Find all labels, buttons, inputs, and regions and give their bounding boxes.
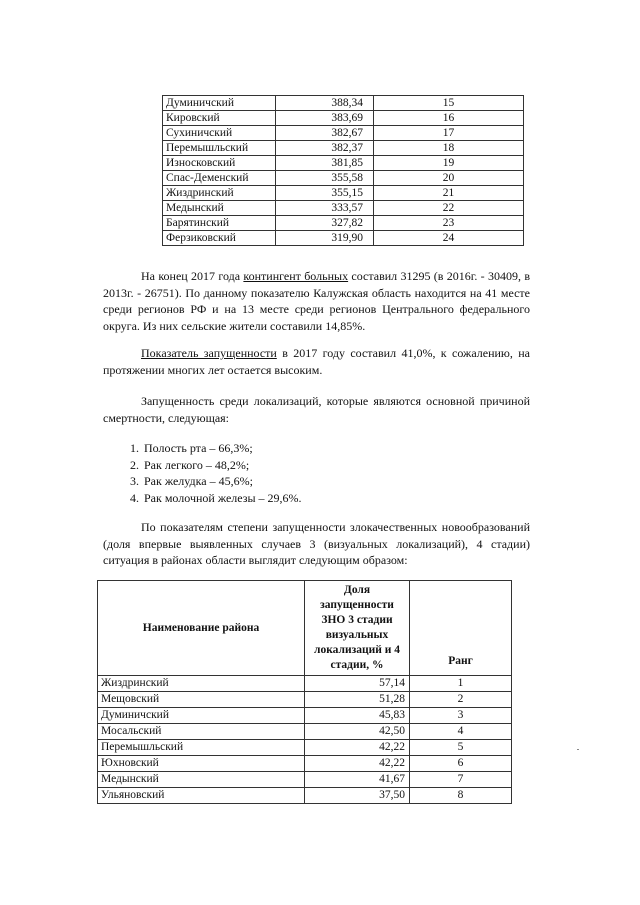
table-row [163, 141, 524, 156]
district-cell: Перемышльский [98, 740, 305, 756]
list-item: 3. Рак желудка – 45,6%; [142, 473, 302, 490]
value-cell: 51,28 [305, 692, 410, 708]
rank-cell: 23 [374, 216, 524, 231]
rank-cell: 18 [374, 141, 524, 156]
rank-cell: 8 [410, 788, 512, 804]
table-row [163, 126, 524, 141]
district-cell: Юхновский [98, 756, 305, 772]
district-cell: Медынский [98, 772, 305, 788]
list-item: 4. Рак молочной железы – 29,6%. [142, 490, 302, 507]
value-cell: 382,37 [276, 141, 374, 156]
localization-intro-paragraph: Запущенность среди локализаций, которые являются основной причиной смертности, следующая: [103, 394, 530, 425]
district-cell: Думиничский [98, 708, 305, 724]
table-row [163, 156, 524, 171]
value-cell: 355,58 [276, 171, 374, 186]
rank-cell: 22 [374, 201, 524, 216]
rank-cell: 24 [374, 231, 524, 246]
patients-contingent-paragraph [103, 268, 530, 334]
header-rank: Ранг [410, 581, 512, 676]
rank-cell: 15 [374, 96, 524, 111]
rank-cell: 2 [410, 692, 512, 708]
rank-cell: 6 [410, 756, 512, 772]
table-row [98, 788, 512, 804]
district-cell: Износковский [163, 156, 276, 171]
rank-cell: 20 [374, 171, 524, 186]
table-row [163, 171, 524, 186]
value-cell: 355,15 [276, 186, 374, 201]
value-cell: 388,34 [276, 96, 374, 111]
table-row [98, 740, 512, 756]
table-row [163, 216, 524, 231]
district-neglect-table [97, 580, 512, 804]
value-cell: 383,69 [276, 111, 374, 126]
district-cell: Спас-Деменский [163, 171, 276, 186]
table-row [163, 201, 524, 216]
district-cell: Медынский [163, 201, 276, 216]
rank-cell: 17 [374, 126, 524, 141]
value-cell: 327,82 [276, 216, 374, 231]
table-row [98, 692, 512, 708]
list-item: 1. Полость рта – 66,3%; [142, 440, 302, 457]
value-cell: 42,50 [305, 724, 410, 740]
table-row [98, 676, 512, 692]
header-share: Доля запущенности ЗНО 3 стадии визуальных локализаций и 4 стадии, % [305, 581, 410, 676]
para1-text-end: составил 31295 (в 2016г. - 30409, в 2013г. - 26751). По данному показателю Калужская область находится на 41 месте среди регионов РФ и на 13 месте среди регионов Центрального федерального округа. Из них сельские жители составили 14,85%. [103, 269, 530, 333]
value-cell: 319,90 [276, 231, 374, 246]
district-cell: Мосальский [98, 724, 305, 740]
neglect-underlined-term: Показатель запущенности [141, 346, 277, 360]
district-cell: Жиздринский [98, 676, 305, 692]
value-cell: 42,22 [305, 740, 410, 756]
incidence-table-continued [162, 95, 524, 246]
localization-list [114, 440, 302, 506]
rank-cell: 3 [410, 708, 512, 724]
table-row [98, 708, 512, 724]
value-cell: 381,85 [276, 156, 374, 171]
header-district: Наименование района [98, 581, 305, 676]
value-cell: 57,14 [305, 676, 410, 692]
rank-cell: 21 [374, 186, 524, 201]
value-cell: 41,67 [305, 772, 410, 788]
value-cell: 37,50 [305, 788, 410, 804]
table-row [163, 111, 524, 126]
district-cell: Жиздринский [163, 186, 276, 201]
rank-cell: 4 [410, 724, 512, 740]
table-row [163, 186, 524, 201]
district-cell: Кировский [163, 111, 276, 126]
district-cell: Перемышльский [163, 141, 276, 156]
district-cell: Барятинский [163, 216, 276, 231]
scan-speck [577, 749, 579, 750]
district-cell: Ульяновский [98, 788, 305, 804]
value-cell: 333,57 [276, 201, 374, 216]
contingent-underlined-term: контингент больных [243, 269, 349, 283]
table-row [163, 96, 524, 111]
value-cell: 45,83 [305, 708, 410, 724]
para2-text-end: в 2017 году составил 41,0%, к сожалению, на протяжении многих лет остается высоким. [103, 346, 530, 377]
para1-text-start: На конец 2017 года [141, 269, 244, 283]
table-header-row [98, 581, 512, 676]
district-cell: Сухиничский [163, 126, 276, 141]
table-row [163, 231, 524, 246]
rank-cell: 5 [410, 740, 512, 756]
rank-cell: 19 [374, 156, 524, 171]
district-cell: Думиничский [163, 96, 276, 111]
neglect-rate-paragraph [103, 345, 530, 378]
district-cell: Ферзиковский [163, 231, 276, 246]
table-row [98, 724, 512, 740]
value-cell: 42,22 [305, 756, 410, 772]
rank-cell: 16 [374, 111, 524, 126]
district-cell: Мещовский [98, 692, 305, 708]
table-row [98, 756, 512, 772]
list-item: 2. Рак легкого – 48,2%; [142, 457, 302, 474]
value-cell: 382,67 [276, 126, 374, 141]
table-row [98, 772, 512, 788]
rank-cell: 7 [410, 772, 512, 788]
rank-cell: 1 [410, 676, 512, 692]
district-neglect-intro-paragraph: По показателям степени запущенности злокачественных новообразований (доля впервые выявленных случаев 3 (визуальных локализаций), 4 стадии) ситуация в районах области выглядит следующим образом: [103, 520, 530, 567]
